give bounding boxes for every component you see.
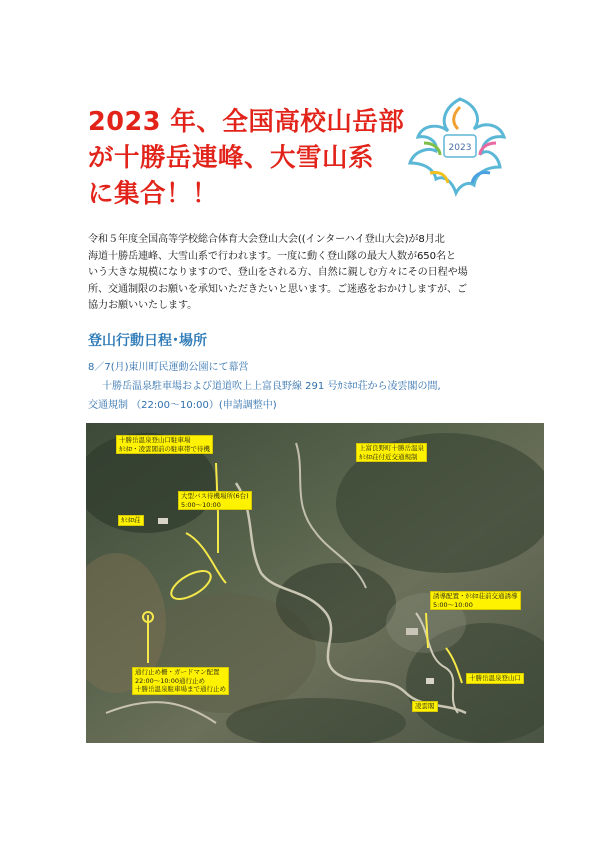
schedule-line-2: 十勝岳温泉駐車場および道道吹上上富良野線 291 号ｶﾐﾎﾛ荘から凌雲閣の間, (102, 381, 441, 392)
intro-line: いう大きな規模になりますので、登山をされる方、自然に親しむ方々にその日程や場 (88, 267, 468, 278)
label-kamihoro: ｶﾐﾎﾛ荘 (118, 515, 144, 526)
label-guide-staff: 誘導配置・ｶﾐﾎﾛ荘前交通誘導 5:00～10:00 (430, 591, 521, 610)
logo-year-text: 2023 (448, 143, 472, 153)
label-kamifurano-traffic: 上富良野町十勝岳温泉 ｶﾐﾎﾛ荘付近交通規制 (356, 443, 427, 462)
page-title (88, 104, 405, 212)
aerial-map (86, 423, 544, 743)
title-line-3: に集合！！ (88, 179, 219, 209)
title-line-1: 2023 年、全国高校山岳部 (88, 107, 405, 137)
schedule-line-1: 8／7(月)東川町民運動公園にて幕営 (88, 362, 249, 373)
label-road-closure: 通行止め柵・ガードマン配置 22:00～10:00通行止め 十勝岳温泉駐車場まで通行止め (132, 667, 229, 695)
section-heading: 登山行動日程･場所 (88, 333, 207, 349)
title-line-2: が十勝岳連峰、大雪山系 (88, 143, 375, 173)
intro-paragraph (88, 232, 508, 315)
inter-high-logo (400, 93, 520, 203)
schedule-line-3: 交通規制 （22:00～10:00）(申請調整中) (88, 400, 277, 411)
intro-line: 令和５年度全国高等学校総合体育大会登山大会((インターハイ登山大会)が8月北 (88, 234, 445, 245)
map-image (86, 423, 544, 743)
schedule-block (88, 358, 518, 415)
label-trailhead: 十勝岳温泉登山口 (466, 673, 524, 684)
intro-line: 所、交通制限のお願いを承知いただきたいと思います。ご迷惑をおかけしますが、ご (88, 283, 467, 295)
intro-line: 海道十勝岳連峰、大雪山系で行われます。一度に動く登山隊の最大人数が650名と (88, 250, 456, 262)
label-ryounkaku: 凌雲閣 (412, 701, 438, 712)
label-trailhead-parking: 十勝岳温泉登山口駐車場 ｶﾐﾎﾛ・凌雲閣前の駐車帯で待機 (116, 435, 213, 454)
intro-line: 協力お願いいたします。 (88, 300, 198, 311)
label-bus-waiting: 大型バス待機場所(6台) 5:00～10:00 (178, 491, 252, 510)
